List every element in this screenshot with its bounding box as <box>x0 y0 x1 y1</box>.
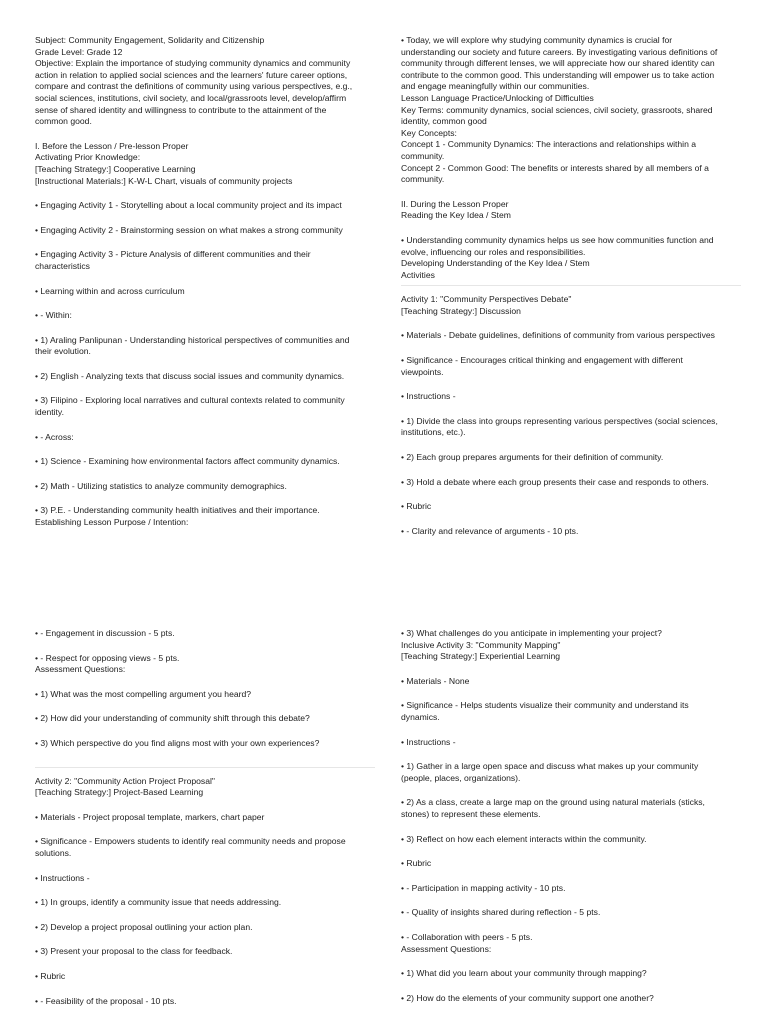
text-line: stones) to represent these elements. <box>401 808 541 819</box>
text-line: • - Feasibility of the proposal - 10 pts. <box>35 995 177 1006</box>
text-line: [Teaching Strategy:] Project-Based Learning <box>35 787 204 798</box>
text-line: • 1) What was the most compelling argument you heard? <box>35 688 252 699</box>
blank-line <box>401 513 741 526</box>
text-line: • 2) Develop a project proposal outlining your action plan. <box>35 921 253 932</box>
text-line: identity. <box>35 407 64 418</box>
text-line: Establishing Lesson Purpose / Intention: <box>35 517 189 528</box>
blank-line <box>35 823 375 836</box>
blank-line <box>35 187 375 200</box>
text-line: [Instructional Materials:] K-W-L Chart, visuals of community projects <box>35 175 293 186</box>
blank-line <box>35 983 375 996</box>
text-line: • Significance - Empowers students to identify real community needs and propose <box>35 836 346 847</box>
blank-line <box>401 955 741 968</box>
blank-line <box>35 297 375 310</box>
text-line: social sciences, institutions, civil society, and local/grassroots level, develop/affirm <box>35 92 347 103</box>
section-divider <box>35 767 375 768</box>
text-line: Activating Prior Knowledge: <box>35 152 141 163</box>
text-line: contribute to the common good. This understanding will empower us to take action <box>401 69 715 80</box>
text-line: • 3) Reflect on how each element interacts within the community. <box>401 833 647 844</box>
section-divider <box>401 285 741 286</box>
text-line: community through different lenses, we will appreciate how our shared identity can <box>401 58 715 69</box>
text-line: compare and contrast the definitions of community using various perspectives, e.g., <box>35 81 353 92</box>
text-line: [Teaching Strategy:] Discussion <box>401 305 521 316</box>
text-line: • Materials - Project proposal template, markers, chart paper <box>35 811 265 822</box>
blank-line <box>401 821 741 834</box>
text-line: • Engaging Activity 3 - Picture Analysis of different communities and their <box>35 249 311 260</box>
text-line: • 1) What did you learn about your community through mapping? <box>401 968 647 979</box>
blank-line <box>401 439 741 452</box>
text-line: • Instructions - <box>35 872 90 883</box>
blank-line <box>35 322 375 335</box>
blank-line <box>35 492 375 505</box>
text-line: • 1) Araling Panlipunan - Understanding historical perspectives of communities and <box>35 334 350 345</box>
blank-line <box>35 640 375 653</box>
blank-line <box>401 748 741 761</box>
blank-line <box>401 186 741 199</box>
blank-line <box>35 468 375 481</box>
blank-line <box>35 933 375 946</box>
blank-line <box>35 958 375 971</box>
text-line: • 1) Science - Examining how environmental factors affect community dynamics. <box>35 456 340 467</box>
text-line: Concept 1 - Community Dynamics: The interactions and relationships within a <box>401 139 697 150</box>
blank-line <box>401 784 741 797</box>
text-line: • Materials - None <box>401 675 470 686</box>
blank-line <box>35 700 375 713</box>
blank-line <box>35 212 375 225</box>
blank-line <box>35 419 375 432</box>
text-line: • - Collaboration with peers - 5 pts. <box>401 931 533 942</box>
blank-line <box>401 342 741 355</box>
blank-line <box>35 358 375 371</box>
blank-line <box>35 725 375 738</box>
text-line: sense of shared identity and willingness to contribute to the attainment of the <box>35 104 327 115</box>
text-line: • - Clarity and relevance of arguments - 10 pts. <box>401 525 579 536</box>
text-line: Assessment Questions: <box>401 943 492 954</box>
text-line: Reading the Key Idea / Stem <box>401 210 511 221</box>
text-line: Subject: Community Engagement, Solidarity and Citizenship <box>35 35 265 45</box>
text-line: identity, common good <box>401 116 487 127</box>
text-line: Concept 2 - Common Good: The benefits or interests shared by all members of a <box>401 162 709 173</box>
text-line: and engage meaningfully within our communities. <box>401 81 590 92</box>
text-line: • Materials - Debate guidelines, definitions of community from various perspectives <box>401 330 715 341</box>
blank-line <box>401 222 741 235</box>
blank-line <box>35 676 375 689</box>
text-line: (people, places, organizations). <box>401 772 521 783</box>
text-line: • - Participation in mapping activity - 10 pts. <box>401 882 566 893</box>
text-line: • 3) P.E. - Understanding community health initiatives and their importance. <box>35 505 320 516</box>
page1-right-column <box>401 35 741 537</box>
text-line: their evolution. <box>35 346 91 357</box>
blank-line <box>401 403 741 416</box>
text-line: • 2) As a class, create a large map on the ground using natural materials (sticks, <box>401 797 705 808</box>
text-line: II. During the Lesson Proper <box>401 198 509 209</box>
text-line: action in relation to applied social sciences and the learners' future career options, <box>35 69 348 80</box>
text-line: • 3) Present your proposal to the class for feedback. <box>35 946 233 957</box>
text-line: • 3) Hold a debate where each group presents their case and responds to others. <box>401 476 709 487</box>
text-line: • 1) Divide the class into groups representing various perspectives (social sciences, <box>401 415 718 426</box>
text-line: common good. <box>35 116 92 127</box>
text-line: • 3) Filipino - Exploring local narratives and cultural contexts related to community <box>35 395 345 406</box>
page2-left-column <box>35 628 375 1007</box>
text-line: • Significance - Encourages critical thinking and engagement with different <box>401 355 683 366</box>
text-line: • - Quality of insights shared during reflection - 5 pts. <box>401 907 601 918</box>
blank-line <box>401 919 741 932</box>
blank-line <box>35 860 375 873</box>
text-line: • 2) How did your understanding of community shift through this debate? <box>35 713 310 724</box>
page1-left-column <box>35 35 375 529</box>
text-line: viewpoints. <box>401 366 444 377</box>
blank-line <box>401 724 741 737</box>
text-line: [Teaching Strategy:] Experiential Learning <box>401 651 561 662</box>
text-line: • Instructions - <box>401 391 456 402</box>
blank-line <box>401 687 741 700</box>
blank-line <box>401 980 741 993</box>
blank-line <box>35 273 375 286</box>
blank-line <box>401 464 741 477</box>
text-line: characteristics <box>35 260 90 271</box>
text-line: • 3) What challenges do you anticipate in implementing your project? <box>401 628 662 638</box>
text-line: • 2) How do the elements of your community support one another? <box>401 992 654 1003</box>
blank-line <box>35 443 375 456</box>
blank-line <box>401 845 741 858</box>
blank-line <box>401 870 741 883</box>
blank-line <box>401 317 741 330</box>
blank-line <box>401 488 741 501</box>
text-line: • 2) English - Analyzing texts that discuss social issues and community dynamics. <box>35 370 345 381</box>
text-line: community. <box>401 150 445 161</box>
text-line: • Instructions - <box>401 736 456 747</box>
text-line: • 2) Each group prepares arguments for their definition of community. <box>401 452 664 463</box>
text-line: Lesson Language Practice/Unlocking of Difficulties <box>401 92 594 103</box>
text-line: Developing Understanding of the Key Idea / Stem <box>401 258 590 269</box>
text-line: • Rubric <box>401 858 432 869</box>
blank-line <box>35 909 375 922</box>
blank-line <box>35 799 375 812</box>
text-line: • Rubric <box>35 970 66 981</box>
text-line: • Understanding community dynamics helps us see how communities function and <box>401 234 714 245</box>
text-line: Key Concepts: <box>401 127 457 138</box>
blank-line <box>401 894 741 907</box>
text-line: I. Before the Lesson / Pre-lesson Proper <box>35 140 189 151</box>
blank-line <box>401 663 741 676</box>
text-line: • Significance - Helps students visualize their community and understand its <box>401 700 689 711</box>
text-line: Activity 2: "Community Action Project Proposal" <box>35 775 215 786</box>
text-line: Key Terms: community dynamics, social sciences, civil society, grassroots, shared <box>401 104 713 115</box>
blank-line <box>35 236 375 249</box>
blank-line <box>35 884 375 897</box>
text-line: • - Respect for opposing views - 5 pts. <box>35 652 180 663</box>
text-line: dynamics. <box>401 711 440 722</box>
text-line: • - Across: <box>35 431 74 442</box>
text-line: • 3) Which perspective do you find aligns most with your own experiences? <box>35 737 320 748</box>
text-line: evolve, influencing our roles and responsibilities. <box>401 246 586 257</box>
blank-line <box>35 382 375 395</box>
blank-line <box>401 378 741 391</box>
text-line: [Teaching Strategy:] Cooperative Learning <box>35 163 196 174</box>
text-line: Assessment Questions: <box>35 664 126 675</box>
blank-line <box>35 750 375 763</box>
text-line: • Engaging Activity 1 - Storytelling about a local community project and its impact <box>35 200 342 211</box>
text-line: Inclusive Activity 3: "Community Mapping" <box>401 639 561 650</box>
text-line: solutions. <box>35 847 72 858</box>
text-line: understanding our society and future careers. By investigating various definitions of <box>401 46 718 57</box>
text-line: Objective: Explain the importance of studying community dynamics and community <box>35 58 351 69</box>
text-line: • 1) In groups, identify a community issue that needs addressing. <box>35 897 282 908</box>
blank-line <box>35 128 375 141</box>
text-line: Activity 1: "Community Perspectives Debate" <box>401 294 572 305</box>
text-line: • Engaging Activity 2 - Brainstorming session on what makes a strong community <box>35 224 343 235</box>
text-line: • Today, we will explore why studying community dynamics is crucial for <box>401 35 673 45</box>
page2-right-column <box>401 628 741 1004</box>
text-line: • 1) Gather in a large open space and discuss what makes up your community <box>401 761 699 772</box>
text-line: Grade Level: Grade 12 <box>35 46 123 57</box>
text-line: • - Engagement in discussion - 5 pts. <box>35 628 175 638</box>
text-line: institutions, etc.). <box>401 427 466 438</box>
text-line: • - Within: <box>35 310 72 321</box>
text-line: community. <box>401 174 445 185</box>
text-line: • Rubric <box>401 501 432 512</box>
text-line: Activities <box>401 269 435 280</box>
text-line: • Learning within and across curriculum <box>35 285 185 296</box>
text-line: • 2) Math - Utilizing statistics to analyze community demographics. <box>35 480 287 491</box>
